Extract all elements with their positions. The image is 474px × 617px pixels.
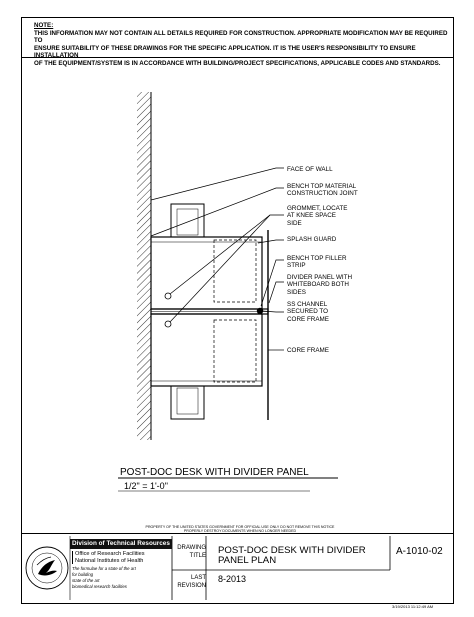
drawing-number: A-1010-02 [396,546,443,557]
wall-hatch [137,92,151,440]
label-splash-guard: SPLASH GUARD [287,236,337,243]
office-line-1: Office of Research Facilities [75,551,145,557]
label-filler-strip [287,255,347,270]
label-divider-line-2: WHITEBOARD BOTH [287,281,349,289]
label-ss-line-1: SS CHANNEL [287,301,328,308]
label-ss-line-2: SECURED TO [287,308,329,316]
label-ss-line-3: CORE FRAME [287,315,329,323]
drawing-label-line-1: DRAWING [177,545,206,551]
label-bench-top-joint-line-1: BENCH TOP MATERIAL [287,183,357,190]
division-name: Division of Technical Resources [70,539,172,549]
label-grommet-line-1: GROMMET, LOCATE [287,205,348,212]
office-name [72,551,145,564]
motto-line-2: for building [72,572,94,577]
division-motto [72,566,172,590]
label-divider-line-3: SIDES [287,288,306,296]
last-revision-label [172,574,206,590]
note-line-3: OF THE EQUIPMENT/SYSTEM IS IN ACCORDANCE WITH BUILDING/PROJECT SPECIFICATIONS, APPLICABLE CODES AND STANDARDS. [34,59,441,67]
label-filler-line-2: STRIP [287,262,306,270]
revision-date: 8-2013 [218,574,247,584]
motto-line-4: biomedical research facilities [72,584,127,589]
label-grommet-line-2: AT KNEE SPACE [287,212,336,220]
drawing-title: POST-DOC DESK WITH DIVIDER PANEL [120,467,309,478]
label-grommet-line-3: SIDE [287,219,302,227]
label-ss-channel [287,301,329,323]
print-timestamp: 3/19/2013 11:12:49 AM [392,604,434,609]
label-core-frame: CORE FRAME [287,347,329,354]
drawing-title-label [172,544,206,560]
label-grommet [287,205,347,227]
motto-line-3: state of the art [72,578,100,583]
upper-knee-space [214,240,256,302]
label-bench-top-joint-line-2: CONSTRUCTION JOINT [287,190,358,198]
title-block-title-line-1: POST-DOC DESK WITH DIVIDER [218,545,366,556]
lower-knee-space [214,320,256,382]
office-line-2: National Institutes of Health [75,557,144,564]
drawing-scale: 1/2" = 1'-0" [124,481,168,491]
motto-line-1: The formulae for a state of the art [72,566,136,571]
label-bench-top-joint [287,183,358,198]
property-notice-line-1: PROPERTY OF THE UNITED STATES GOVERNMENT FOR OFFICIAL USE ONLY DO NOT REMOVE THIS NOTICE [145,525,335,529]
label-filler-line-1: BENCH TOP FILLER [287,255,347,262]
lower-desk-top [151,314,262,386]
label-divider-line-1: DIVIDER PANEL WITH [287,274,353,281]
note-heading: NOTE: [34,22,54,29]
title-block-title [218,546,388,566]
note-line-2: ENSURE SUITABILITY OF THESE DRAWINGS FOR THE SPECIFIC APPLICATION. IT IS THE USER'S RESPONSIBILITY TO ENSURE INSTALLATION [34,44,416,60]
revision-label-line-1: LAST [190,575,206,581]
property-notice-line-2: PROPERLY DESTROY DOCUMENTS WHEN NO LONGER NEEDED [183,529,297,534]
revision-label-line-2: REVISION [177,583,206,589]
drawing-label-line-2: TITLE [189,553,206,559]
note-line-1: THIS INFORMATION MAY NOT CONTAIN ALL DETAILS REQUIRED FOR CONSTRUCTION. APPROPRIATE MODIFICATION MAY BE REQUIRED TO [34,29,448,45]
title-block-title-line-2: PANEL PLAN [218,555,277,566]
label-face-of-wall: FACE OF WALL [287,166,333,173]
label-divider-panel [287,274,352,296]
upper-desk-top [151,237,262,309]
